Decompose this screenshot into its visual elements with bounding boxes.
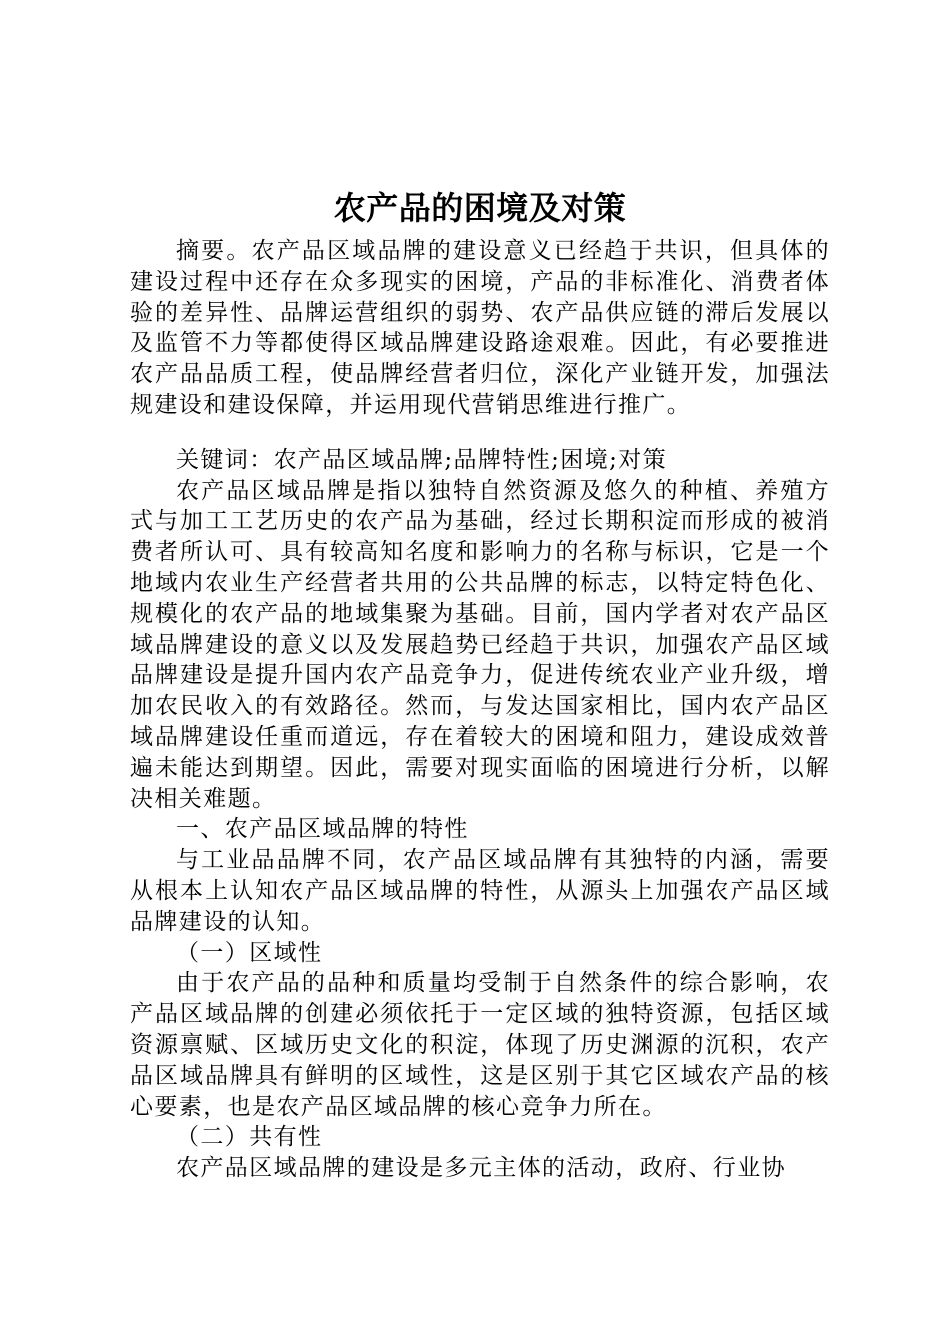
- paragraph-spacer: [130, 421, 830, 445]
- section-heading-characteristics: 一、农产品区域品牌的特性: [176, 816, 469, 843]
- document-title: 农产品的困境及对策: [333, 189, 627, 227]
- subsection-paragraph-shared: 农产品区域品牌的建设是多元主体的活动，政府、行业协: [176, 1155, 786, 1182]
- subsection-heading-shared: （二）共有性: [176, 1124, 323, 1151]
- section-paragraph-characteristics: 与工业品品牌不同，农产品区域品牌有其独特的内涵，需要从根本上认知农产品区域品牌的特性，从源头上加强农产品区域品牌建设的认知。: [130, 847, 830, 935]
- keywords-line: 关键词：农产品区域品牌;品牌特性;困境;对策: [176, 446, 668, 473]
- subsection-heading-regional: （一）区域性: [176, 939, 323, 966]
- subsection-paragraph-regional: 由于农产品的品种和质量均受制于自然条件的综合影响，农产品区域品牌的创建必须依托于一定区域的独特资源，包括区域资源禀赋、区域历史文化的积淀，体现了历史渊源的沉积，农产品区域品牌具有鲜明的区域性，这是区别于其它区域农产品的核心要素，也是农产品区域品牌的核心竞争力所在。: [130, 970, 830, 1120]
- document-body: [130, 236, 830, 1184]
- intro-paragraph: 农产品区域品牌是指以独特自然资源及悠久的种植、养殖方式与加工工艺历史的农产品为基础，经过长期积淀而形成的被消费者所认可、具有较高知名度和影响力的名称与标识，它是一个地域内农业生产经营者共用的公共品牌的标志，以特定特色化、规模化的农产品的地域集聚为基础。目前，国内学者对农产品区域品牌建设的意义以及发展趋势已经趋于共识，加强农产品区域品牌建设是提升国内农产品竞争力，促进传统农业产业升级，增加农民收入的有效路径。然而，与发达国家相比，国内农产品区域品牌建设任重而道远，存在着较大的困境和阻力，建设成效普遍未能达到期望。因此，需要对现实面临的困境进行分析，以解决相关难题。: [130, 477, 830, 812]
- abstract-paragraph: 摘要。农产品区域品牌的建设意义已经趋于共识，但具体的建设过程中还存在众多现实的困境，产品的非标准化、消费者体验的差异性、品牌运营组织的弱势、农产品供应链的滞后发展以及监管不力等都使得区域品牌建设路途艰难。因此，有必要推进农产品品质工程，使品牌经营者归位，深化产业链开发，加强法规建设和建设保障，并运用现代营销思维进行推广。: [130, 238, 830, 418]
